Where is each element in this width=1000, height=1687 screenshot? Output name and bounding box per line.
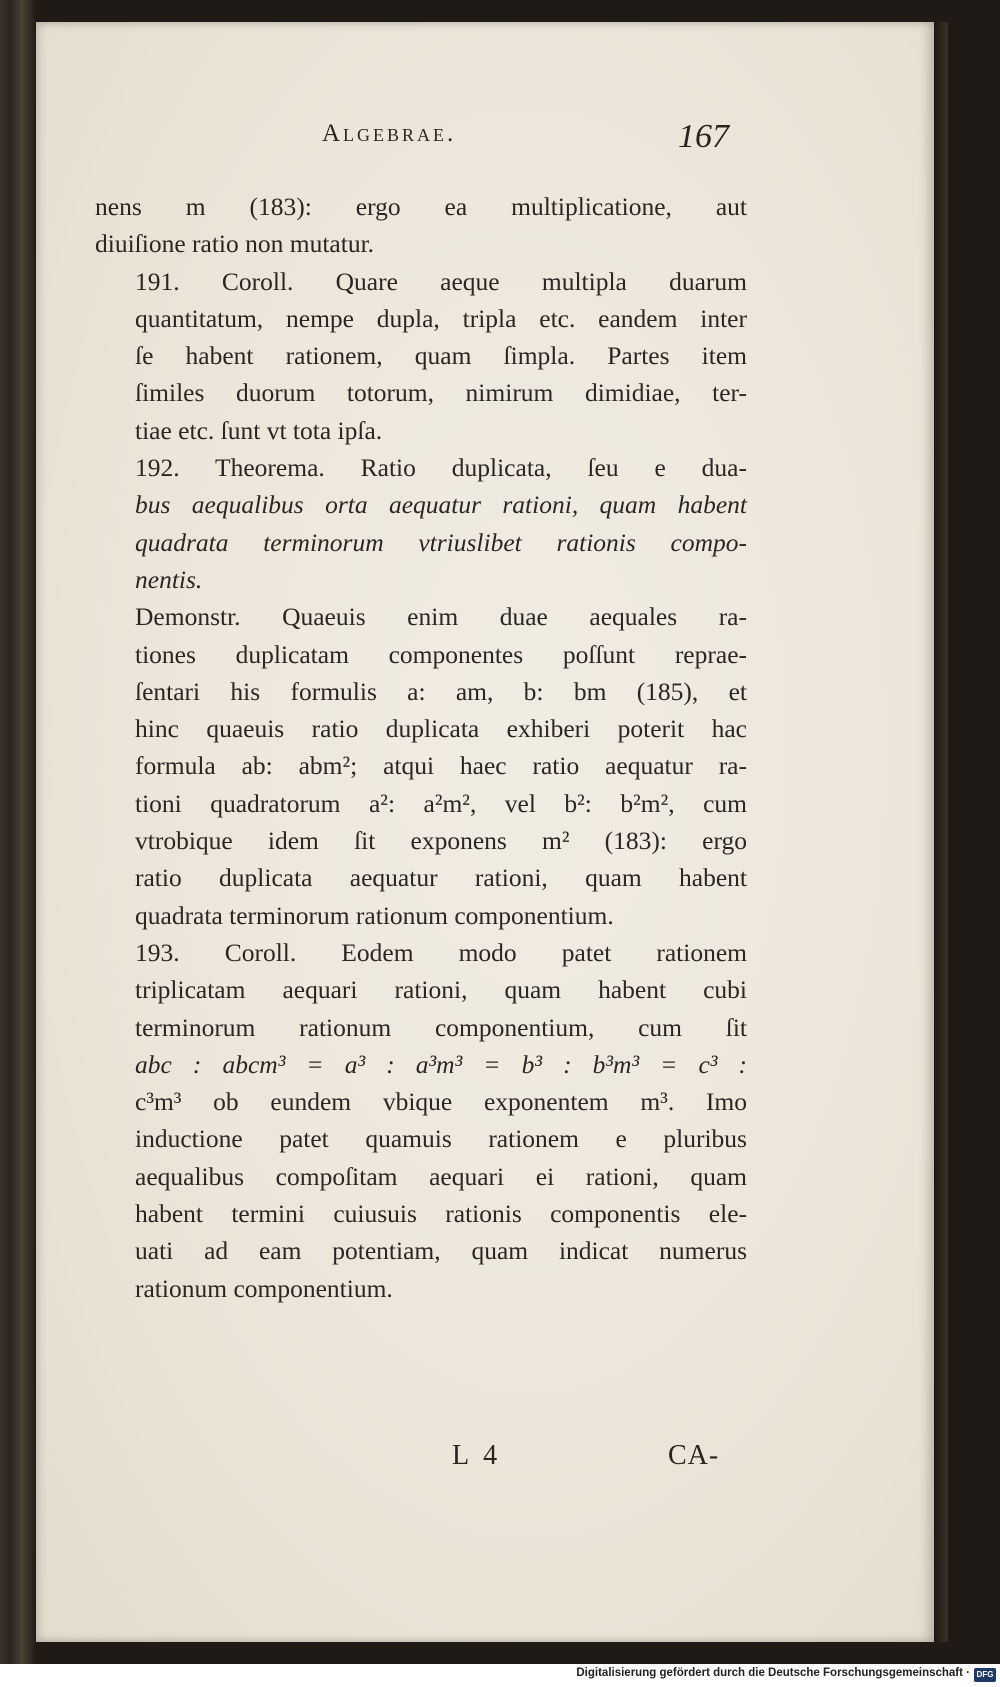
paragraph-193 [95, 934, 747, 1307]
text-line: abc : abcm³ = a³ : a³m³ = b³ : b³m³ = c³ : [135, 1049, 747, 1079]
text-line: ſentari his formulis a: am, b: bm (185), et [135, 676, 747, 706]
text-line: quantitatum, nempe dupla, tripla etc. eandem inter [135, 303, 747, 333]
text-line: quadrata terminorum vtriuslibet rationis compo- [135, 527, 747, 557]
text-line: formula ab: abm²; atqui haec ratio aequatur ra- [135, 751, 747, 781]
paragraph-191 [95, 263, 747, 449]
text-line: Demonstr. Quaeuis enim duae aequales ra- [135, 602, 747, 632]
signature-mark: L 4 [452, 1440, 502, 1471]
paragraph-demonstratio [95, 598, 747, 934]
text-line: diuiſione ratio non mutatur. [95, 229, 375, 259]
text-line: tiae etc. ſunt vt tota ipſa. [135, 415, 383, 445]
text-line: ſimiles duorum totorum, nimirum dimidiae, ter- [135, 378, 747, 408]
body-text [95, 188, 747, 1307]
text-line: tioni quadratorum a²: a²m², vel b²: b²m², cum [135, 788, 747, 818]
text-line: nens m (183): ergo ea multiplicatione, aut [95, 192, 747, 221]
text-line: bus aequalibus orta aequatur rationi, quam habent [135, 490, 747, 520]
text-line: rationum componentium. [135, 1273, 393, 1303]
page-edge [934, 22, 948, 1642]
text-line: hinc quaeuis ratio duplicata exhiberi poterit hac [135, 714, 747, 744]
text-line: uati ad eam potentiam, quam indicat numerus [135, 1236, 747, 1266]
paragraph-192 [95, 449, 747, 598]
text-line: 192. Theorema. Ratio duplicata, ſeu e dua- [135, 453, 747, 483]
running-header: Algebrae. [322, 120, 457, 147]
text-line: ſe habent rationem, quam ſimpla. Partes item [135, 341, 747, 371]
text-line: terminorum rationum componentium, cum ſit [135, 1012, 747, 1042]
text-line: triplicatam aequari rationi, quam habent cubi [135, 975, 747, 1005]
paragraph-continuation [95, 188, 747, 263]
dfg-logo: DFG [974, 1668, 996, 1682]
text-line: vtrobique idem ſit exponens m² (183): ergo [135, 826, 747, 856]
text-line: inductione patet quamuis rationem e pluribus [135, 1124, 747, 1154]
text-line: habent termini cuiusuis rationis componentis ele- [135, 1199, 747, 1229]
text-line: c³m³ ob eundem vbique exponentem m³. Imo [135, 1087, 747, 1117]
catchword: CA- [668, 1440, 720, 1471]
text-line: 191. Coroll. Quare aeque multipla duarum [135, 266, 747, 296]
text-line: nentis. [135, 564, 203, 594]
credit-text: Digitalisierung gefördert durch die Deutsche Forschungsgemeinschaft · [576, 1667, 970, 1679]
text-line: tiones duplicatam componentes poſſunt reprae- [135, 639, 747, 669]
digitization-credit-bar [0, 1664, 1000, 1687]
text-line: ratio duplicata aequatur rationi, quam habent [135, 863, 747, 893]
page-number: 167 [678, 118, 729, 155]
text-line: 193. Coroll. Eodem modo patet rationem [135, 937, 747, 967]
text-line: quadrata terminorum rationum componentium. [135, 900, 614, 930]
text-line: aequalibus compoſitam aequari ei rationi, quam [135, 1161, 747, 1191]
